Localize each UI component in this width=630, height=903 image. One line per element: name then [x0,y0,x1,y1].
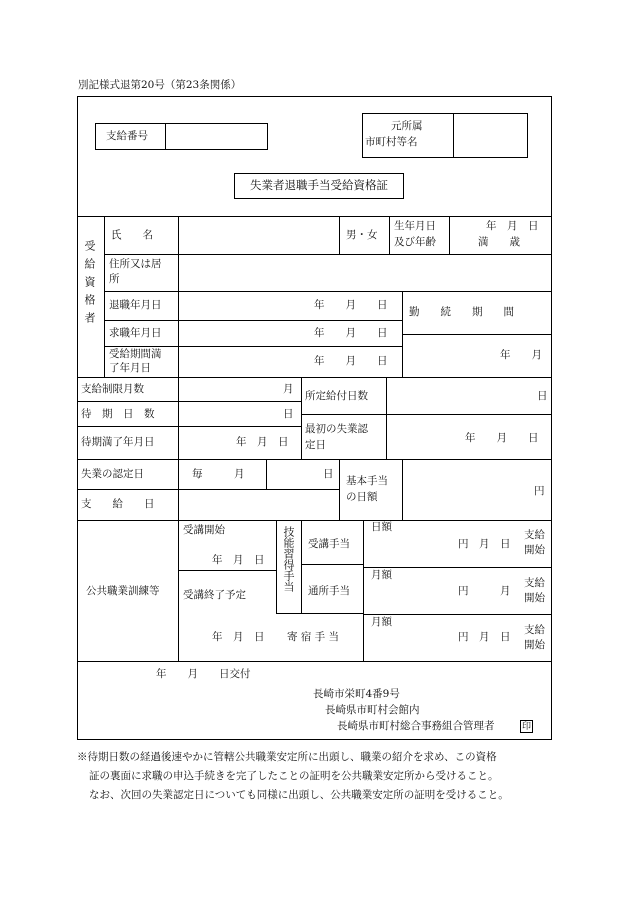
form-label: 別記様式退第20号（第23条関係） [78,79,242,91]
limit-months-label: 支給制限月数 [81,383,144,395]
first-cert-ymd: 年 月 日 [465,432,539,444]
issuer-address: 長崎市栄町4番9号 [313,688,400,700]
basic-allowance-label-2: の日額 [346,491,378,503]
limit-months-unit: 月 [283,383,294,395]
cert-day-label: 失業の認定日 [81,468,144,480]
payment-number-field[interactable] [167,125,266,148]
prescribed-days-label: 所定給付日数 [305,390,368,402]
benefit-period-end-label-1: 受給期間満 [109,348,162,360]
issue-date: 年 月 日交付 [156,668,251,680]
commute-pay-start-2: 開始 [524,592,545,604]
note-line-1: ※待期日数の経過後速やかに管轄公共職業安定所に出頭し、職業の紹介を求め、この資格 [77,751,497,763]
skill-allowance-label: 技能習得手当 [282,526,295,592]
lecture-allowance-label: 受講手当 [308,538,350,550]
full-age: 満 歳 [478,236,520,248]
training-end-label: 受講終了予定 [183,589,246,601]
seal-stamp: 印 [521,722,531,732]
job-apply-date-label: 求職年月日 [109,327,162,339]
lodging-monthly-label: 月額 [371,616,392,628]
basic-allowance-unit: 円 [534,485,545,497]
retire-date-label: 退職年月日 [109,299,162,311]
job-apply-date-ymd: 年 月 日 [314,327,388,339]
birth-label-2: 及び年齢 [394,236,436,248]
commute-amount-units: 円 月 [458,585,511,597]
lecture-amount-units: 円 月 日 [458,538,511,550]
former-municipality-label-1: 元所属 [391,120,423,132]
former-municipality-field[interactable] [455,115,526,156]
gender-selector[interactable]: 男・女 [346,229,378,241]
birth-label-1: 生年月日 [394,220,436,232]
waiting-days-unit: 日 [283,408,294,420]
form-title: 失業者退職手当受給資格証 [250,178,388,192]
prescribed-days-unit: 日 [537,390,548,402]
training-section-label: 公共職業訓練等 [86,585,160,597]
lecture-pay-start-1: 支給 [524,529,545,541]
address-label-1: 住所又は居 [109,258,162,270]
note-line-3: なお、次回の失業認定日についても同様に出頭し、公共職業安定所の証明を受けること。 [89,789,509,801]
lecture-daily-label: 日額 [371,521,392,533]
benefit-period-end-label-2: 了年月日 [109,362,151,374]
lodging-amount-units: 円 月 日 [458,631,511,643]
waiting-days-label: 待 期 日 数 [81,408,155,420]
training-end-ymd: 年 月 日 [212,631,265,643]
lodging-allowance-label: 寄 宿 手 当 [287,631,340,643]
qualifier-section-label: 受給資格者 [83,240,96,330]
service-period-label: 勤 続 期 間 [409,306,514,318]
note-line-2: 証の裏面に求職の申込手続きを完了したことの証明を公共職業安定所から受けること。 [89,770,499,782]
service-period-value: 年 月 [500,349,542,361]
benefit-period-end-ymd: 年 月 日 [314,355,388,367]
first-cert-label-1: 最初の失業認 [305,423,368,435]
training-start-ymd: 年 月 日 [212,554,265,566]
lecture-pay-start-2: 開始 [524,544,545,556]
training-start-label: 受講開始 [183,524,225,536]
payment-day-label: 支 給 日 [81,498,155,510]
issuer-building: 長崎県市町村会館内 [325,704,420,716]
lodging-pay-start-1: 支給 [524,624,545,636]
address-label-2: 所 [109,273,120,285]
former-municipality-label-2: 市町村等名 [365,136,418,148]
every-month: 毎 月 [192,468,245,480]
commute-allowance-label: 通所手当 [308,585,350,597]
payment-number-label: 支給番号 [106,130,148,142]
name-field[interactable] [180,218,337,252]
name-label: 氏 名 [111,229,153,241]
address-field[interactable] [180,256,550,289]
lodging-pay-start-2: 開始 [524,639,545,651]
waiting-end-label: 待期満了年月日 [81,436,155,448]
basic-allowance-label-1: 基本手当 [346,475,388,487]
birth-ymd: 年 月 日 [486,220,539,232]
payment-day-field[interactable] [180,491,337,518]
waiting-end-ymd: 年 月 日 [236,436,289,448]
cert-day-unit: 日 [323,468,334,480]
retire-date-ymd: 年 月 日 [314,299,388,311]
first-cert-label-2: 定日 [305,439,326,451]
commute-monthly-label: 月額 [371,569,392,581]
issuer-name: 長崎県市町村総合事務組合管理者 [337,720,495,732]
commute-pay-start-1: 支給 [524,577,545,589]
